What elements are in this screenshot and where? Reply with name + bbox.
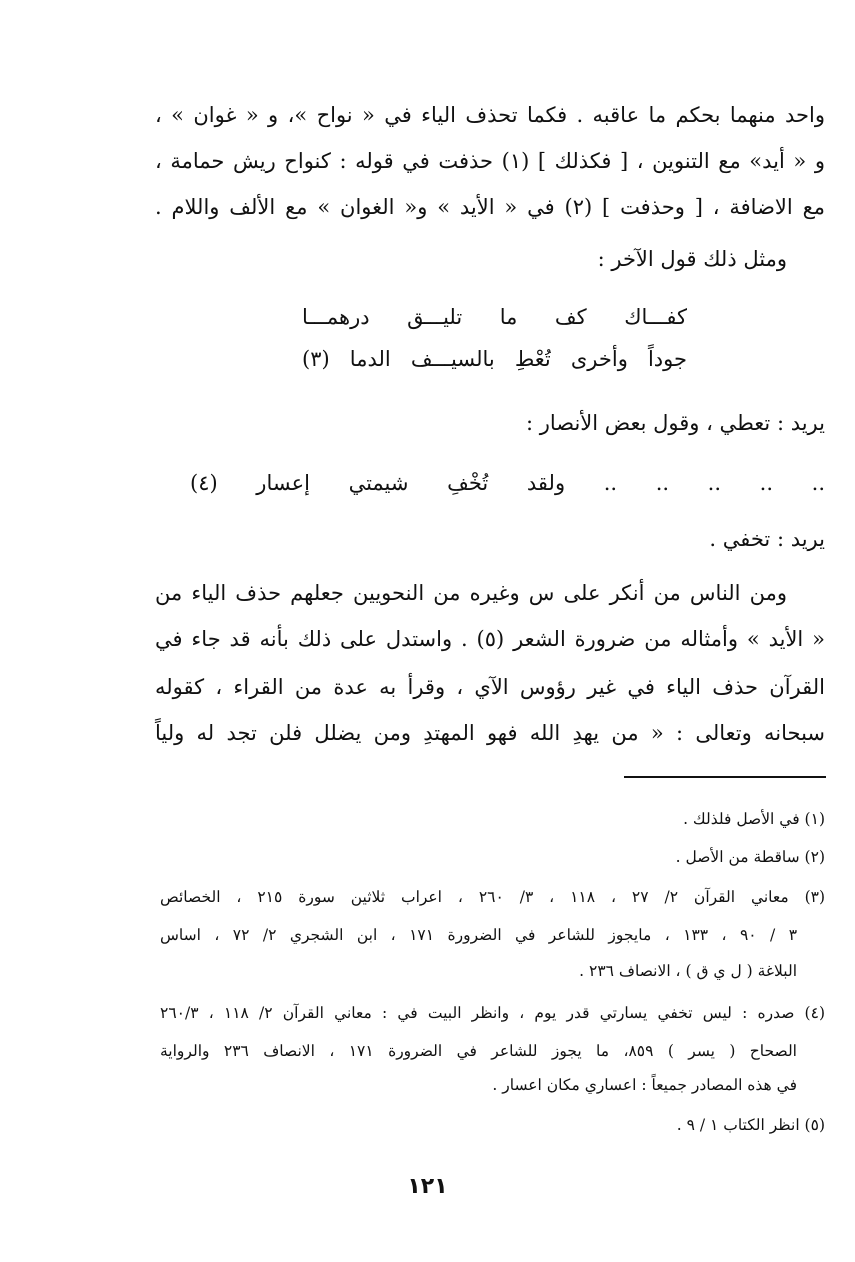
verse-1-hemistich-1: كفـــاك كف ما تليـــق درهمـــا <box>302 305 687 329</box>
body-line-6: يريد : تخفي . <box>709 527 825 551</box>
footnote-3-line-3: البلاغة ( ل ي ق ) ، الانصاف ٢٣٦ . <box>579 962 797 980</box>
verse-1-hemistich-2: جوداً وأخرى تُعْطِ بالسيـــف الدما (٣) <box>302 347 687 371</box>
body-line-1: واحد منهما بحكم ما عاقبه . فكما تحذف الياء في « نواح »، و « غوان » ، <box>155 103 825 127</box>
footnote-3-line-2: ٣ / ٩٠ ، ١٣٣ ، مايجوز للشاعر في الضرورة ١٧١ ، ابن الشجري ٢/ ٧٢ ، اساس <box>160 926 798 944</box>
footnote-separator <box>624 776 826 778</box>
body-line-5: يريد : تعطي ، وقول بعض الأنصار : <box>525 411 825 435</box>
body-line-3: مع الاضافة ، [ وحذفت ] (٢) في « الأيد » و« الغوان » مع الألف واللام . <box>155 195 825 219</box>
footnote-2: (٢) ساقطة من الأصل . <box>675 848 825 866</box>
verse-2: .. .. .. .. .. ولقد تُخْفِ شيمتي إعسار (٤) <box>190 471 825 495</box>
body-line-2: و « أيد» مع التنوين ، [ فكذلك ] (١) حذفت في قوله : كنواح ريش حمامة ، <box>155 149 825 173</box>
body-line-10: سبحانه وتعالى : « من يهدِ الله فهو المهتدِ ومن يضلل فلن تجد له ولياً <box>155 721 825 745</box>
footnote-5: (٥) انظر الكتاب ١ / ٩ . <box>676 1116 825 1134</box>
footnote-4-line-3: في هذه المصادر جميعاً : اعساري مكان اعسار . <box>492 1076 797 1094</box>
footnote-3-line-1: (٣) معاني القرآن ٢/ ٢٧ ، ١١٨ ، ٣/ ٢٦٠ ، اعراب ثلاثين سورة ٢١٥ ، الخصائص <box>160 888 826 906</box>
body-line-7: ومن الناس من أنكر على س وغيره من النحويين جعلهم حذف الياء من <box>155 581 787 605</box>
footnote-4-line-2: الصحاح ( يسر ) ٨٥٩، ما يجوز للشاعر في الضرورة ١٧١ ، الانصاف ٢٣٦ والرواية <box>160 1042 797 1060</box>
footnote-1: (١) في الأصل فلذلك . <box>683 810 825 828</box>
footnote-4-line-1: (٤) صدره : ليس تخفي يسارتي قدر يوم ، وانظر البيت في : معاني القرآن ٢/ ١١٨ ، ٢٦٠/٣ <box>160 1004 825 1022</box>
body-line-4: ومثل ذلك قول الآخر : <box>597 247 787 271</box>
body-line-8: « الأيد » وأمثاله من ضرورة الشعر (٥) . واستدل على ذلك بأنه قد جاء في <box>155 627 825 651</box>
page-number: ١٢١ <box>407 1174 448 1199</box>
body-line-9: القرآن حذف الياء في غير رؤوس الآي ، وقرأ به عدة من القراء ، كقوله <box>155 675 825 699</box>
